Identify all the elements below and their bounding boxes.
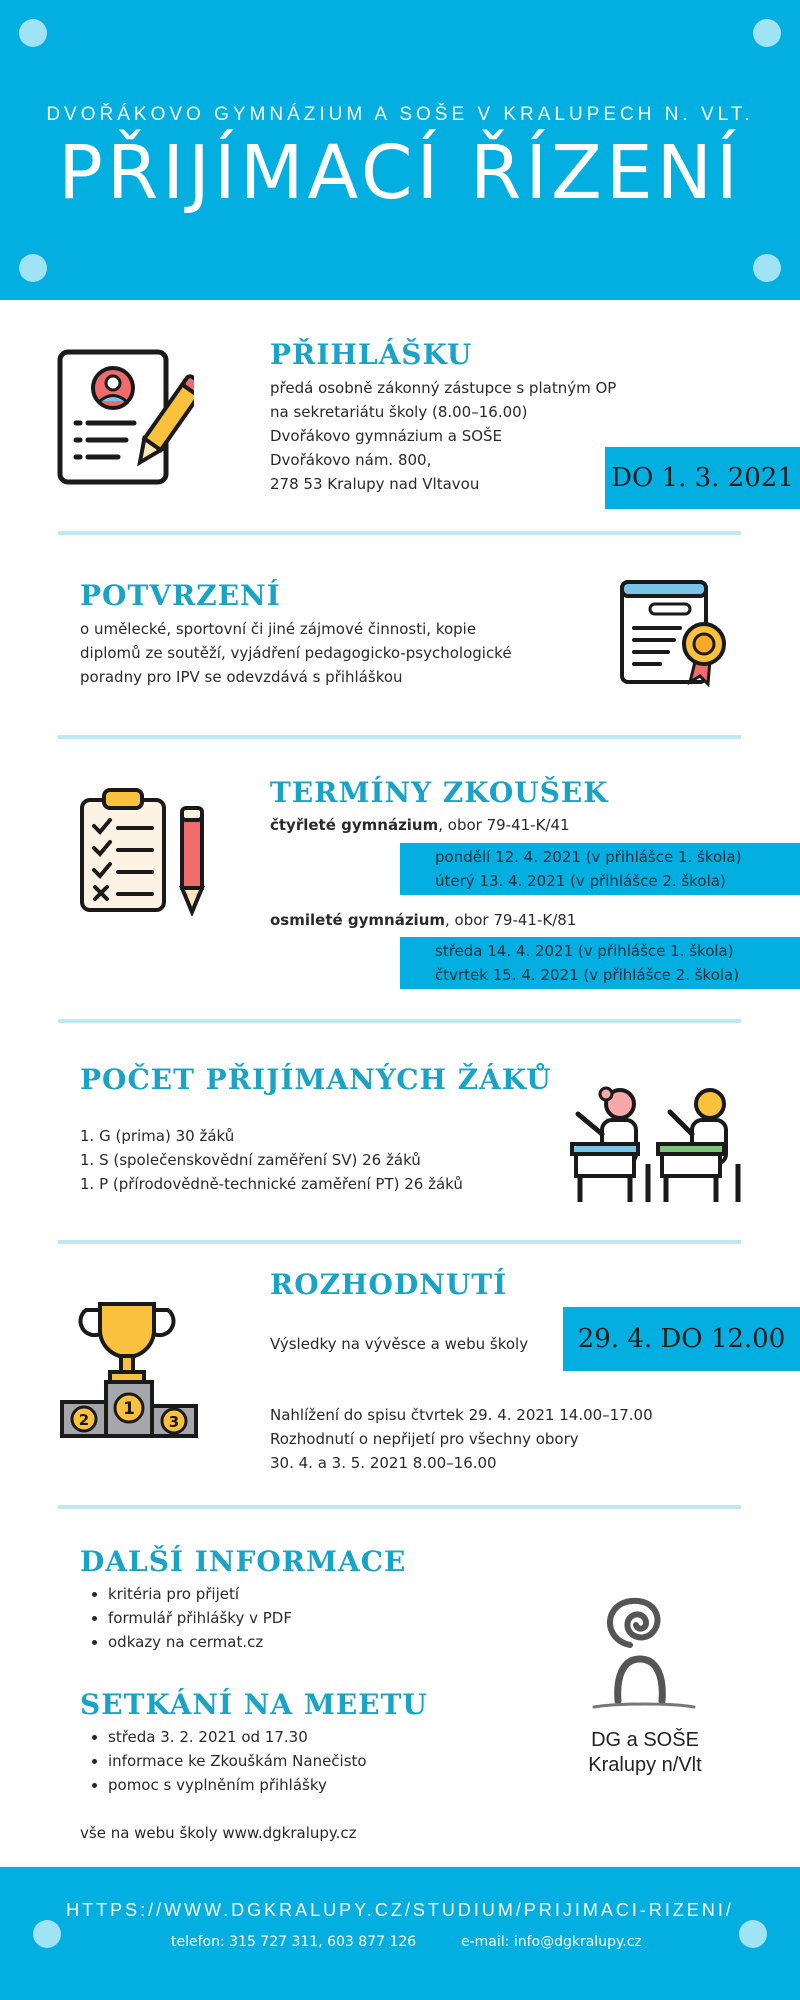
certificate-icon (616, 574, 734, 690)
text-line: 1. S (společenskovědní zaměření SV) 26 žáků (80, 1151, 421, 1169)
divider (58, 1019, 741, 1023)
section-title-meet: SETKÁNÍ NA MEETU (80, 1688, 428, 1721)
program-code: , obor 79-41-K/81 (445, 911, 577, 929)
text-line: předá osobně zákonný zástupce s platným OP (270, 379, 617, 397)
logo-line: DG a SOŠE (591, 1729, 699, 1751)
text-line: Dvořákovo gymnázium a SOŠE (270, 427, 503, 445)
decor-dot (19, 19, 47, 47)
text-line: Rozhodnutí o nepřijetí pro všechny obory (270, 1430, 579, 1448)
meet-list (80, 1725, 367, 1797)
program-code: , obor 79-41-K/41 (438, 816, 570, 834)
dalsi-list (80, 1582, 292, 1654)
logo-caption (560, 1728, 730, 1778)
exam-date: pondělí 12. 4. 2021 (v přihlášce 1. škola) (435, 848, 742, 866)
decor-dot (33, 1920, 61, 1948)
decision-deadline-badge: 29. 4. DO 12.00 (563, 1307, 800, 1371)
divider (58, 1240, 741, 1244)
rozhodnuti-text (270, 1403, 653, 1475)
exam-checklist-icon (78, 786, 208, 916)
text-line: 30. 4. a 3. 5. 2021 8.00–16.00 (270, 1454, 497, 1472)
text-line: 1. G (prima) 30 žáků (80, 1127, 235, 1145)
svg-text:1: 1 (123, 1399, 135, 1419)
text-line: Nahlížení do spisu čtvrtek 29. 4. 2021 14.00–17.00 (270, 1406, 653, 1424)
list-item: • středa 3. 2. 2021 od 17.30 (108, 1725, 367, 1749)
text-line: o umělecké, sportovní či jiné zájmové činnosti, kopie (80, 620, 477, 638)
deadline-badge: DO 1. 3. 2021 (605, 447, 800, 509)
gymnazium-8-label (270, 908, 576, 932)
section-title-terminy: TERMÍNY ZKOUŠEK (270, 776, 609, 809)
list-item: • odkazy na cermat.cz (108, 1630, 292, 1654)
divider (58, 735, 741, 739)
svg-text:3: 3 (168, 1413, 180, 1431)
potvrzeni-text (80, 617, 512, 689)
svg-text:2: 2 (78, 1411, 90, 1429)
exam-date: úterý 13. 4. 2021 (v přihlášce 2. škola) (435, 872, 726, 890)
decor-dot (753, 254, 781, 282)
text-line: 1. P (přírodovědně-technické zaměření PT) 26 žáků (80, 1175, 463, 1193)
footer-phone: telefon: 315 727 311, 603 877 126 (171, 1934, 417, 1950)
footer-email-link[interactable]: e-mail: info@dgkralupy.cz (461, 1934, 642, 1950)
decor-dot (753, 19, 781, 47)
decor-dot (739, 1920, 767, 1948)
page-title: PŘIJÍMACÍ ŘÍZENÍ (58, 130, 742, 216)
list-item: • pomoc s vyplněním přihlášky (108, 1773, 367, 1797)
exam-date: středa 14. 4. 2021 (v přihlášce 1. škola) (435, 942, 734, 960)
exam-dates-bar (400, 937, 800, 989)
divider (58, 531, 741, 535)
list-item: • informace ke Zkouškám Nanečisto (108, 1749, 367, 1773)
decor-dot (19, 254, 47, 282)
text-line: diplomů ze soutěží, vyjádření pedagogicko-psychologické (80, 644, 512, 662)
section-title-potvrzeni: POTVRZENÍ (80, 579, 281, 612)
exam-dates-bar (400, 843, 800, 895)
text-line: na sekretariátu školy (8.00–16.00) (270, 403, 528, 421)
text-line: 278 53 Kralupy nad Vltavou (270, 475, 480, 493)
prihlasku-text (270, 376, 616, 496)
application-form-icon (56, 348, 194, 488)
gymnazium-4-label (270, 813, 570, 837)
trophy-podium-icon (58, 1296, 203, 1442)
program-name: osmileté gymnázium (270, 911, 446, 929)
list-item: • formulář přihlášky v PDF (108, 1606, 292, 1630)
school-logo (590, 1595, 700, 1720)
logo-line: Kralupy n/Vlt (588, 1754, 702, 1776)
exam-date: čtvrtek 15. 4. 2021 (v přihlášce 2. škola) (435, 966, 740, 984)
section-title-dalsi: DALŠÍ INFORMACE (80, 1545, 407, 1578)
section-title-pocet: POČET PŘIJÍMANÝCH ŽÁKŮ (80, 1063, 552, 1096)
students-at-desks-icon (570, 1084, 745, 1204)
web-note: vše na webu školy www.dgkralupy.cz (80, 1824, 357, 1842)
text-line: poradny pro IPV se odevzdává s přihláškou (80, 668, 403, 686)
text-line: Dvořákovo nám. 800, (270, 451, 432, 469)
divider (58, 1505, 741, 1509)
pocet-text (80, 1124, 463, 1196)
list-item: • kritéria pro přijetí (108, 1582, 292, 1606)
school-name: DVOŘÁKOVO GYMNÁZIUM A SOŠE V KRALUPECH N. VLT. (46, 104, 754, 125)
results-text: Výsledky na vývěsce a webu školy (270, 1335, 529, 1353)
program-name: čtyřleté gymnázium (270, 816, 439, 834)
footer-url-link[interactable]: HTTPS://WWW.DGKRALUPY.CZ/STUDIUM/PRIJIMACI-RIZENI/ (66, 1900, 734, 1920)
section-title-rozhodnuti: ROZHODNUTÍ (270, 1268, 508, 1301)
section-title-prihlasku: PŘIHLÁŠKU (270, 338, 473, 371)
